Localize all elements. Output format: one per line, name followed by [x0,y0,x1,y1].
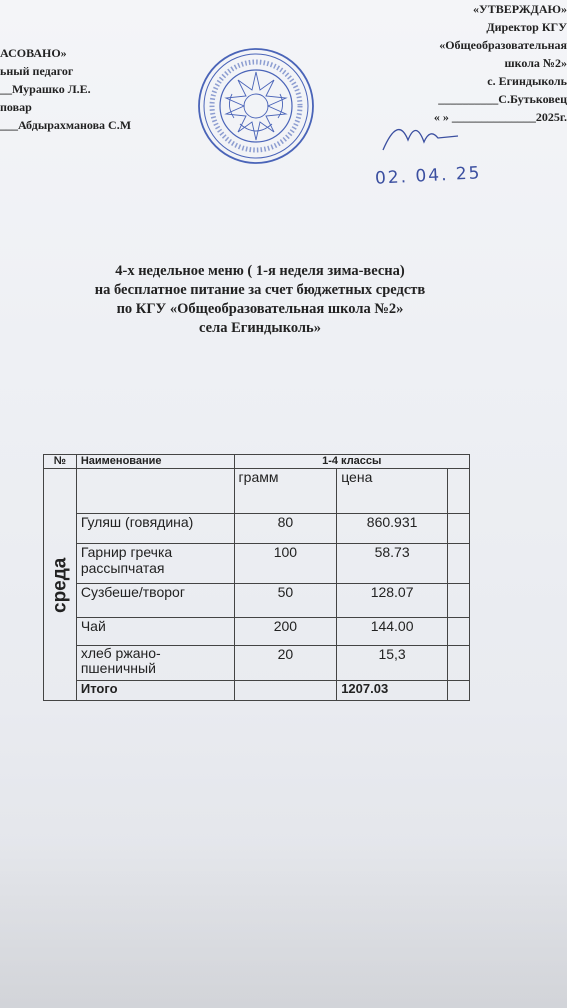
right-line-4: школа №2» [504,56,567,70]
table-row [44,544,470,584]
left-line-5: ___Абдырахманова С.М [0,118,132,132]
official-seal-stamp [196,46,316,166]
title-line-3: по КГУ «Общеобразовательная школа №2» [116,301,404,317]
row-price: 144.00 [337,618,448,646]
left-line-2: ьный педагог [0,64,74,78]
header-name: Наименование [76,455,234,469]
right-line-1: «УТВЕРЖДАЮ» [472,2,567,16]
right-line-5: с. Егиндыколь [487,74,567,88]
row-price: 58.73 [337,544,448,584]
row-name: Гарнир гречка рассыпчатая [76,544,234,584]
left-line-4: повар [0,100,32,114]
table-total-row [44,681,470,701]
row-name: Сузбеше/творог [76,584,234,618]
row-name: Гуляш (говядина) [76,514,234,544]
day-label: среда [44,469,77,701]
title-line-4: села Егиндыколь» [199,320,321,336]
row-gram: 100 [234,544,337,584]
row-gram: 20 [234,646,337,681]
table-row [44,618,470,646]
total-label: Итого [76,681,234,701]
row-gram: 80 [234,514,337,544]
table-header-row [44,455,470,469]
paper-shadow [0,840,567,1008]
row-gram: 50 [234,584,337,618]
approval-left-block [0,44,131,134]
title-line-1: 4-х недельное меню ( 1-я неделя зима-весна) [115,263,405,279]
left-line-1: АСОВАНО» [0,46,67,60]
right-line-6: __________С.Бутьковец [438,92,567,106]
right-line-3: «Общеобразовательная [439,38,567,52]
row-name: Чай [76,618,234,646]
row-gram: 200 [234,618,337,646]
table-subheader-row [44,469,470,514]
table-row [44,584,470,618]
title-line-2: на бесплатное питание за счет бюджетных средств [94,282,426,298]
handwritten-date: 02. 04. 25 [374,163,482,189]
left-line-3: __Мурашко Л.Е. [0,82,91,96]
row-price: 860.931 [337,514,448,544]
director-signature-icon [378,110,468,160]
menu-table [43,454,470,701]
header-num: № [44,455,77,469]
table-row [44,514,470,544]
right-line-7: « » ______________2025г. [433,110,567,124]
row-name: хлеб ржано-пшеничный [76,646,234,681]
subheader-price: цена [337,469,448,514]
row-price: 15,3 [337,646,448,681]
subheader-gram: грамм [234,469,337,514]
total-value: 1207.03 [337,681,448,701]
document-title [0,262,520,338]
header-classes: 1-4 классы [234,455,469,469]
row-price: 128.07 [337,584,448,618]
table-row [44,646,470,681]
right-line-2: Директор КГУ [486,20,567,34]
